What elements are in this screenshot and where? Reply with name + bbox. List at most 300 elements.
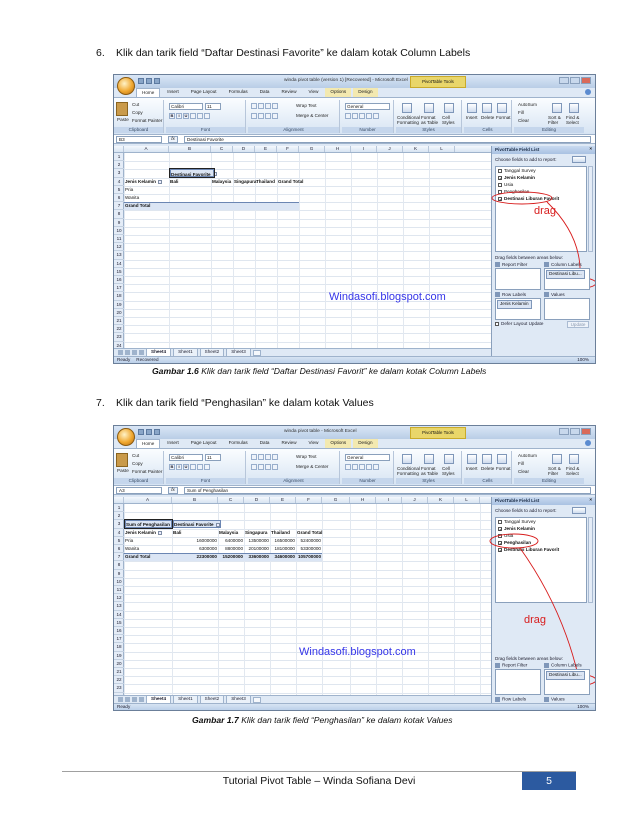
increase-decimal-icon[interactable] (366, 464, 372, 470)
cell-a4[interactable] (125, 178, 162, 186)
cell-e6[interactable] (271, 545, 295, 553)
conditional-formatting-icon[interactable] (402, 454, 412, 464)
format-label[interactable]: Format (496, 115, 511, 120)
align-bottom-icon[interactable] (265, 103, 271, 109)
help-icon[interactable] (585, 440, 591, 446)
tab-page-layout[interactable]: Page Layout (190, 89, 217, 94)
sheet-tab-sheet4[interactable]: Sheet4 (146, 348, 171, 356)
fill-button[interactable]: Fill (518, 110, 524, 115)
row-header-22[interactable]: 22 (114, 676, 124, 684)
undo-icon[interactable] (146, 78, 152, 84)
cell-styles-icon[interactable] (444, 103, 454, 113)
sort-filter-label[interactable]: Sort & Filter (548, 115, 561, 125)
cell-text: Grand Total (297, 529, 323, 535)
name-box[interactable]: B3 (116, 136, 162, 143)
column-header-i[interactable]: I (351, 146, 377, 152)
column-header-f[interactable]: F (296, 497, 322, 503)
border-icon[interactable] (190, 464, 196, 470)
cell-styles-label[interactable]: Cell Styles (442, 466, 455, 476)
minimize-icon[interactable] (559, 428, 569, 435)
save-icon[interactable] (138, 429, 144, 435)
delete-cells-icon[interactable] (482, 454, 492, 464)
italic-button[interactable]: I (176, 464, 182, 470)
filter-dropdown-icon[interactable] (216, 523, 220, 527)
cell-d6[interactable] (245, 545, 269, 553)
row-header-22[interactable]: 22 (114, 325, 124, 333)
tab-options[interactable]: Options (325, 439, 351, 448)
column-header-i[interactable]: I (376, 497, 402, 503)
row-header-6[interactable]: 6 (114, 194, 124, 202)
font-size-box[interactable]: 11 (205, 454, 221, 461)
format-as-table-icon[interactable] (424, 103, 434, 113)
cell-f4[interactable] (278, 178, 303, 186)
tab-home[interactable]: Home (136, 88, 160, 97)
column-labels-chip[interactable]: Destinasi Libu... (546, 671, 585, 680)
last-sheet-icon[interactable] (139, 697, 144, 702)
row-header-16[interactable]: 16 (114, 627, 124, 635)
align-bottom-icon[interactable] (265, 454, 271, 460)
cell-f7[interactable] (297, 553, 321, 561)
indent-icon[interactable] (272, 464, 278, 470)
pane-close-icon[interactable]: × (589, 497, 592, 502)
cell-e4[interactable] (271, 529, 290, 537)
column-header-h[interactable]: H (350, 497, 376, 503)
cell-text: 52400000 (300, 537, 321, 543)
values-area[interactable] (544, 298, 590, 320)
font-name-box[interactable]: Calibri (169, 454, 203, 461)
column-header-e[interactable]: E (255, 146, 277, 152)
indent-icon[interactable] (272, 113, 278, 119)
conditional-formatting-label[interactable]: Conditional Formatting (397, 466, 420, 476)
wrap-text-button[interactable]: Wrap Text (296, 103, 317, 108)
formula-input[interactable]: Sum of Penghasilan (184, 487, 591, 494)
name-box[interactable]: A3 (116, 487, 162, 494)
prev-sheet-icon[interactable] (125, 697, 130, 702)
copy-button[interactable]: Copy (132, 110, 143, 115)
copy-button[interactable]: Copy (132, 461, 143, 466)
first-sheet-icon[interactable] (118, 350, 123, 355)
cell-e5[interactable] (271, 537, 295, 545)
row-header-8[interactable]: 8 (114, 561, 124, 569)
paste-icon[interactable] (116, 453, 128, 467)
cell-b3[interactable] (173, 520, 221, 528)
column-header-l[interactable]: L (429, 146, 455, 152)
editing-group-label: Editing (514, 478, 584, 484)
cell-a4[interactable] (125, 529, 162, 537)
tab-options[interactable]: Options (325, 88, 351, 97)
cell-a5[interactable] (125, 537, 133, 545)
number-format-box[interactable]: General (345, 454, 390, 461)
row-header-2[interactable]: 2 (114, 161, 124, 169)
report-filter-area[interactable] (495, 268, 541, 290)
cut-button[interactable]: Cut (132, 102, 140, 107)
delete-label[interactable]: Delete (481, 466, 495, 471)
cell-b6[interactable] (173, 545, 217, 553)
bold-button[interactable]: B (170, 464, 174, 469)
format-painter-button[interactable]: Format Painter (132, 469, 163, 474)
row-header-16[interactable]: 16 (114, 276, 124, 284)
cell-a7[interactable] (125, 553, 150, 561)
row-header-3[interactable]: 3 (114, 169, 124, 177)
row-header-18[interactable]: 18 (114, 643, 124, 651)
sheet-tab-sheet4[interactable]: Sheet4 (146, 695, 171, 703)
row-header-24[interactable]: 24 (114, 342, 124, 350)
font-name-box[interactable]: Calibri (169, 103, 203, 110)
cell-b4[interactable] (170, 178, 178, 186)
cell-f4[interactable] (297, 529, 322, 537)
redo-icon[interactable] (154, 429, 160, 435)
sheet-tab-sheet2[interactable]: Sheet2 (200, 695, 225, 703)
autosum-button[interactable]: AutoSum (518, 102, 537, 107)
sort-filter-label[interactable]: Sort & Filter (548, 466, 561, 476)
column-header-k[interactable]: K (403, 146, 429, 152)
field-checkbox[interactable]: ✓ (499, 541, 503, 546)
column-header-b[interactable]: B (172, 497, 218, 503)
align-middle-icon[interactable] (258, 103, 264, 109)
merge-center-button[interactable]: Merge & Center (296, 464, 329, 469)
decrease-decimal-icon[interactable] (373, 113, 379, 119)
cell-c5[interactable] (219, 537, 243, 545)
column-header-e[interactable]: E (270, 497, 296, 503)
cell-styles-icon[interactable] (444, 454, 454, 464)
field-name: Jenis Kelamin (504, 526, 535, 532)
wrap-text-button[interactable]: Wrap Text (296, 454, 317, 459)
cell-c4[interactable] (219, 529, 238, 537)
row-header-15[interactable]: 15 (114, 268, 124, 276)
insert-cells-icon[interactable] (467, 454, 477, 464)
field-checkbox[interactable]: ✓ (499, 527, 503, 532)
column-header-b[interactable]: B (169, 146, 211, 152)
ribbon-tabs (114, 88, 595, 97)
row-header-13[interactable]: 13 (114, 251, 124, 259)
currency-icon[interactable] (345, 113, 351, 119)
orientation-icon[interactable] (272, 103, 278, 109)
align-right-icon[interactable] (265, 464, 271, 470)
cell-styles-label[interactable]: Cell Styles (442, 115, 455, 125)
tab-data[interactable]: Data (259, 440, 270, 445)
column-header-a[interactable]: A (124, 146, 169, 152)
column-header-c[interactable]: C (211, 146, 233, 152)
cell-a3[interactable] (125, 520, 172, 528)
increase-decimal-icon[interactable] (366, 113, 372, 119)
row-header-1[interactable]: 1 (114, 504, 124, 512)
tab-insert[interactable]: Insert (167, 89, 179, 94)
row-header-1[interactable]: 1 (114, 153, 124, 161)
row-header-3[interactable]: 3 (114, 520, 124, 528)
fx-icon[interactable]: fx (168, 487, 178, 494)
pane-close-icon[interactable]: × (589, 146, 592, 151)
field-name: Usia (504, 182, 514, 188)
delete-cells-icon[interactable] (482, 103, 492, 113)
format-label[interactable]: Format (496, 466, 511, 471)
percent-icon[interactable] (352, 464, 358, 470)
cell-d4[interactable] (234, 178, 256, 186)
column-header-k[interactable]: K (428, 497, 454, 503)
format-painter-button[interactable]: Format Painter (132, 118, 163, 123)
format-table-label[interactable]: Format as Table (421, 466, 439, 476)
fill-color-icon[interactable] (197, 113, 203, 119)
cell-b3[interactable] (170, 169, 214, 177)
column-header-a[interactable]: A (124, 497, 172, 503)
sort-filter-icon[interactable] (552, 103, 562, 113)
row-header-6[interactable]: 6 (114, 545, 124, 553)
cell-b4[interactable] (173, 529, 181, 537)
row-header-11[interactable]: 11 (114, 586, 124, 594)
column-header-f[interactable]: F (277, 146, 299, 152)
format-as-table-icon[interactable] (424, 454, 434, 464)
row-header-7[interactable]: 7 (114, 553, 124, 561)
font-color-icon[interactable] (204, 113, 210, 119)
row-header-10[interactable]: 10 (114, 227, 124, 235)
last-sheet-icon[interactable] (139, 350, 144, 355)
column-labels-chip[interactable]: Destinasi Libu... (546, 270, 585, 279)
defer-layout-update[interactable] (495, 322, 543, 327)
border-icon[interactable] (190, 113, 196, 119)
row-header-23[interactable]: 23 (114, 684, 124, 692)
number-format-box[interactable]: General (345, 103, 390, 110)
cell-f6[interactable] (297, 545, 321, 553)
select-all-corner[interactable] (114, 497, 124, 503)
close-icon[interactable] (581, 428, 591, 435)
insert-sheet-icon[interactable] (253, 350, 261, 356)
cell-a6[interactable] (125, 545, 139, 553)
next-sheet-icon[interactable] (132, 350, 137, 355)
tab-review[interactable]: Review (281, 440, 297, 445)
fill-button[interactable]: Fill (518, 461, 524, 466)
align-right-icon[interactable] (265, 113, 271, 119)
cell-a7[interactable] (125, 202, 150, 210)
cell-b5[interactable] (173, 537, 217, 545)
column-header-l[interactable]: L (454, 497, 480, 503)
filter-dropdown-icon[interactable] (158, 180, 162, 184)
row-header-14[interactable]: 14 (114, 611, 124, 619)
align-top-icon[interactable] (251, 454, 257, 460)
cell-b7[interactable] (173, 553, 217, 561)
align-center-icon[interactable] (258, 113, 264, 119)
row-header-21[interactable]: 21 (114, 317, 124, 325)
decrease-decimal-icon[interactable] (373, 464, 379, 470)
row-header-19[interactable]: 19 (114, 652, 124, 660)
conditional-formatting-label[interactable]: Conditional Formatting (397, 115, 420, 125)
sheet-tab-sheet3[interactable]: Sheet3 (226, 348, 251, 356)
cell-text: 33600000 (248, 554, 269, 560)
font-size-box[interactable]: 11 (205, 103, 221, 110)
align-left-icon[interactable] (251, 464, 257, 470)
next-sheet-icon[interactable] (132, 697, 137, 702)
close-icon[interactable] (581, 77, 591, 84)
insert-sheet-icon[interactable] (253, 697, 261, 703)
row-header-4[interactable]: 4 (114, 529, 124, 537)
fx-icon[interactable]: fx (168, 136, 178, 143)
update-button[interactable]: Update (567, 321, 589, 328)
align-buttons-top (251, 103, 278, 109)
help-icon[interactable] (585, 89, 591, 95)
row-header-11[interactable]: 11 (114, 235, 124, 243)
sheet-tab-sheet1[interactable]: Sheet1 (173, 348, 198, 356)
currency-icon[interactable] (345, 464, 351, 470)
find-select-label[interactable]: Find & Select (566, 466, 580, 476)
row-header-5[interactable]: 5 (114, 186, 124, 194)
clear-button[interactable]: Clear (518, 118, 529, 123)
row-labels-chip[interactable]: Jenis Kelamin (497, 300, 532, 309)
format-cells-icon[interactable] (497, 103, 507, 113)
tab-data[interactable]: Data (259, 89, 270, 94)
row-header-4[interactable]: 4 (114, 178, 124, 186)
column-header-c[interactable]: C (218, 497, 244, 503)
cut-button[interactable]: Cut (132, 453, 140, 458)
column-gridline (325, 153, 326, 356)
comma-icon[interactable] (359, 113, 365, 119)
office-button[interactable] (117, 428, 135, 446)
maximize-icon[interactable] (570, 428, 580, 435)
find-select-icon[interactable] (569, 454, 579, 464)
row-header-18[interactable]: 18 (114, 292, 124, 300)
conditional-formatting-icon[interactable] (402, 103, 412, 113)
insert-label[interactable]: Insert (466, 466, 478, 471)
row-header-12[interactable]: 12 (114, 243, 124, 251)
filter-dropdown-icon[interactable] (213, 172, 217, 176)
row-header-15[interactable]: 15 (114, 619, 124, 627)
cell-e7[interactable] (271, 553, 295, 561)
orientation-icon[interactable] (272, 454, 278, 460)
row-header-20[interactable]: 20 (114, 660, 124, 668)
tab-view[interactable]: View (308, 440, 319, 445)
row-header-7[interactable]: 7 (114, 202, 124, 210)
format-table-label[interactable]: Format as Table (421, 115, 439, 125)
row-header-8[interactable]: 8 (114, 210, 124, 218)
cell-text: 13500000 (248, 537, 269, 543)
filter-dropdown-icon[interactable] (158, 531, 162, 535)
redo-icon[interactable] (154, 78, 160, 84)
autosum-button[interactable]: AutoSum (518, 453, 537, 458)
column-header-j[interactable]: J (377, 146, 403, 152)
report-filter-area[interactable] (495, 669, 541, 695)
row-header-9[interactable]: 9 (114, 219, 124, 227)
field-checkbox[interactable]: ✓ (499, 197, 503, 202)
undo-icon[interactable] (146, 429, 152, 435)
sort-filter-icon[interactable] (552, 454, 562, 464)
row-header-14[interactable]: 14 (114, 260, 124, 268)
row-header-12[interactable]: 12 (114, 594, 124, 602)
row-header-2[interactable]: 2 (114, 512, 124, 520)
field-checkbox[interactable]: ✓ (499, 176, 503, 181)
minimize-icon[interactable] (559, 77, 569, 84)
bold-button[interactable]: B (170, 113, 174, 118)
cell-a5[interactable] (125, 186, 133, 194)
format-cells-icon[interactable] (497, 454, 507, 464)
align-middle-icon[interactable] (258, 454, 264, 460)
report-filter-label (495, 663, 527, 668)
field-checkbox[interactable]: ✓ (499, 548, 503, 553)
prev-sheet-icon[interactable] (125, 350, 130, 355)
row-header-19[interactable]: 19 (114, 301, 124, 309)
column-header-g[interactable]: G (299, 146, 325, 152)
cell-f5[interactable] (297, 537, 321, 545)
tab-page-layout[interactable]: Page Layout (190, 440, 217, 445)
cell-a6[interactable] (125, 194, 139, 202)
tab-formulas[interactable]: Formulas (228, 440, 248, 445)
tab-design[interactable]: Design (353, 88, 377, 97)
percent-icon[interactable] (352, 113, 358, 119)
number-group-label: Number (342, 127, 393, 133)
office-button[interactable] (117, 77, 135, 95)
align-center-icon[interactable] (258, 464, 264, 470)
tab-home[interactable]: Home (136, 439, 160, 448)
align-top-icon[interactable] (251, 103, 257, 109)
clear-button[interactable]: Clear (518, 469, 529, 474)
insert-label[interactable]: Insert (466, 115, 478, 120)
merge-center-button[interactable]: Merge & Center (296, 113, 329, 118)
cell-e4[interactable] (256, 178, 275, 186)
zoom-level[interactable]: 100% (577, 357, 589, 362)
comma-icon[interactable] (359, 464, 365, 470)
save-icon[interactable] (138, 78, 144, 84)
cell-d7[interactable] (245, 553, 269, 561)
font-color-icon[interactable] (204, 464, 210, 470)
row-header-5[interactable]: 5 (114, 537, 124, 545)
paste-label[interactable]: Paste (117, 468, 129, 473)
sheet-tab-sheet1[interactable]: Sheet1 (173, 695, 198, 703)
row-header-10[interactable]: 10 (114, 578, 124, 586)
tab-review[interactable]: Review (281, 89, 297, 94)
underline-button[interactable]: U (184, 464, 188, 469)
row-header-21[interactable]: 21 (114, 668, 124, 676)
select-all-corner[interactable] (114, 146, 124, 152)
row-header-23[interactable]: 23 (114, 333, 124, 341)
find-select-label[interactable]: Find & Select (566, 115, 580, 125)
tab-formulas[interactable]: Formulas (228, 89, 248, 94)
paste-label[interactable]: Paste (117, 117, 129, 122)
cell-d4[interactable] (245, 529, 267, 537)
tab-view[interactable]: View (308, 89, 319, 94)
column-header-g[interactable]: G (322, 497, 350, 503)
cell-c6[interactable] (219, 545, 243, 553)
defer-checkbox[interactable] (495, 322, 499, 326)
fill-color-icon[interactable] (197, 464, 203, 470)
row-header-13[interactable]: 13 (114, 602, 124, 610)
formula-input[interactable]: Destinasi Favorite (184, 136, 591, 143)
align-left-icon[interactable] (251, 113, 257, 119)
column-header-h[interactable]: H (325, 146, 351, 152)
tab-design[interactable]: Design (353, 439, 377, 448)
paste-icon[interactable] (116, 102, 128, 116)
row-header-17[interactable]: 17 (114, 284, 124, 292)
column-header-d[interactable]: D (233, 146, 255, 152)
row-header-17[interactable]: 17 (114, 635, 124, 643)
row-header-20[interactable]: 20 (114, 309, 124, 317)
zoom-level[interactable]: 100% (577, 704, 589, 709)
cell-c4[interactable] (212, 178, 231, 186)
row-header-9[interactable]: 9 (114, 570, 124, 578)
column-header-j[interactable]: J (402, 497, 428, 503)
first-sheet-icon[interactable] (118, 697, 123, 702)
tab-insert[interactable]: Insert (167, 440, 179, 445)
insert-cells-icon[interactable] (467, 103, 477, 113)
cell-c7[interactable] (219, 553, 243, 561)
underline-button[interactable]: U (184, 113, 188, 118)
group-font (166, 100, 246, 133)
excel-screenshot-1 (113, 74, 596, 364)
italic-button[interactable]: I (176, 113, 182, 119)
cell-d5[interactable] (245, 537, 269, 545)
field-highlight-ellipse (490, 534, 538, 548)
delete-label[interactable]: Delete (481, 115, 495, 120)
maximize-icon[interactable] (570, 77, 580, 84)
find-select-icon[interactable] (569, 103, 579, 113)
sheet-tab-sheet2[interactable]: Sheet2 (200, 348, 225, 356)
column-header-d[interactable]: D (244, 497, 270, 503)
sheet-tab-sheet3[interactable]: Sheet3 (226, 695, 251, 703)
